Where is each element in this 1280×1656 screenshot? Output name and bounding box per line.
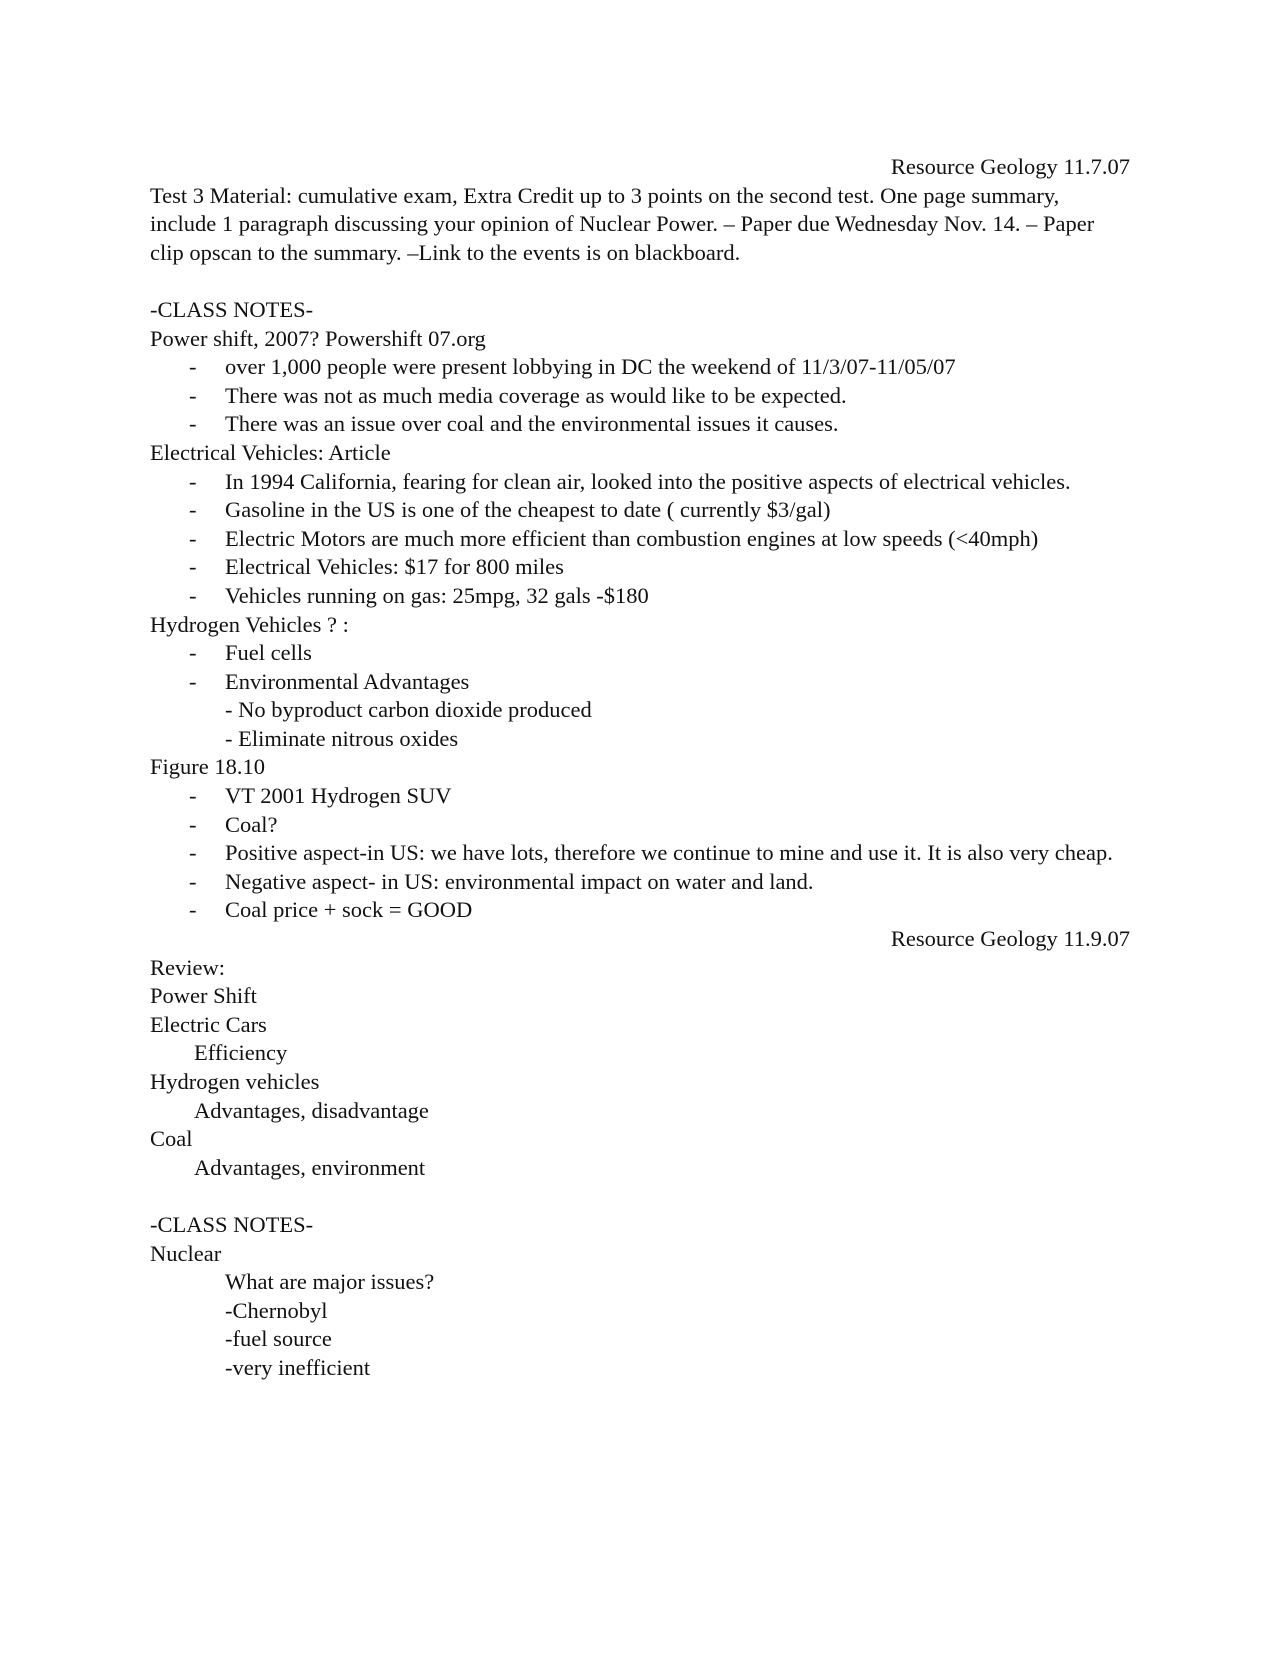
review-item: Hydrogen vehicles	[150, 1069, 320, 1094]
list-item	[150, 553, 1130, 582]
review-subitem: Efficiency	[194, 1040, 288, 1066]
nuclear-item: What are major issues?	[225, 1269, 435, 1295]
list-item-text: Coal price + sock = GOOD	[225, 897, 473, 923]
document-page	[150, 153, 1130, 1383]
sub-item: - No byproduct carbon dioxide produced	[225, 697, 592, 723]
section-header-11-7-07: Resource Geology 11.7.07	[890, 154, 1130, 179]
review-label: Review:	[150, 954, 225, 980]
list-item	[150, 410, 1130, 439]
list-item-text: Positive aspect-in US: we have lots, therefore we continue to mine and use it. It is also very cheap.	[225, 840, 1113, 866]
list-item-text: Gasoline in the US is one of the cheapest to date ( currently $3/gal)	[225, 497, 831, 523]
bullet-dash: -	[189, 468, 197, 494]
list-item-text: Coal?	[225, 811, 278, 837]
review-item: Coal	[150, 1126, 193, 1152]
nuclear-item: -very inefficient	[225, 1354, 371, 1380]
review-subitem: Advantages, disadvantage	[194, 1097, 429, 1123]
bullet-dash: -	[189, 382, 197, 408]
list-item	[150, 382, 1130, 411]
list-item	[150, 525, 1130, 554]
class-notes-label: -CLASS NOTES-	[150, 1211, 314, 1237]
list-item-text: There was an issue over coal and the environmental issues it causes.	[225, 411, 839, 437]
list-item	[150, 639, 1130, 668]
bullet-dash: -	[189, 640, 197, 666]
class-notes-label: -CLASS NOTES-	[150, 296, 314, 322]
review-subitem: Advantages, environment	[194, 1154, 426, 1180]
nuclear-item: -Chernobyl	[225, 1297, 328, 1323]
list-item-text: Electric Motors are much more efficient than combustion engines at low speeds (<40mph)	[225, 525, 1039, 551]
sub-item: - Eliminate nitrous oxides	[225, 725, 459, 751]
list-item-text: Electrical Vehicles: $17 for 800 miles	[225, 554, 564, 580]
list-item	[150, 582, 1130, 611]
list-item-text: Negative aspect- in US: environmental impact on water and land.	[225, 868, 814, 894]
section-header-11-9-07: Resource Geology 11.9.07	[890, 926, 1130, 952]
list-item	[150, 496, 1130, 525]
blank-line	[150, 267, 1130, 296]
list-item	[150, 782, 1130, 811]
figure-heading: Figure 18.10	[150, 754, 265, 780]
list-item	[150, 668, 1130, 697]
bullet-dash: -	[189, 897, 197, 923]
list-item-text: Environmental Advantages	[225, 668, 470, 694]
bullet-dash: -	[189, 582, 197, 608]
bullet-dash: -	[189, 497, 197, 523]
test-3-announcement: Test 3 Material: cumulative exam, Extra Credit up to 3 points on the second test. One page summary, include 1 paragraph discussing your opinion of Nuclear Power. – Paper due Wednesday Nov. 14. – Paper clip opscan to the summary. –Link to the events is on blackboard.	[150, 182, 1100, 265]
list-item-text: In 1994 California, fearing for clean air, looked into the positive aspects of electrical vehicles.	[225, 468, 1071, 494]
bullet-dash: -	[189, 411, 197, 437]
list-item-text: VT 2001 Hydrogen SUV	[225, 783, 452, 809]
list-item	[150, 896, 1130, 925]
bullet-dash: -	[189, 783, 197, 809]
bullet-dash: -	[189, 668, 197, 694]
review-item: Electric Cars	[150, 1011, 267, 1037]
bullet-dash: -	[189, 811, 197, 837]
power-shift-heading: Power shift, 2007? Powershift 07.org	[150, 325, 486, 351]
bullet-dash: -	[189, 840, 197, 866]
bullet-dash: -	[189, 525, 197, 551]
nuclear-heading: Nuclear	[150, 1240, 222, 1266]
review-item: Power Shift	[150, 983, 257, 1009]
nuclear-item: -fuel source	[225, 1326, 332, 1352]
blank-line	[150, 1182, 1130, 1211]
list-item-text: There was not as much media coverage as would like to be expected.	[225, 382, 847, 408]
list-item	[150, 868, 1130, 897]
bullet-dash: -	[189, 868, 197, 894]
list-item	[150, 468, 1130, 497]
list-item	[150, 353, 1130, 382]
list-item-text: Fuel cells	[225, 640, 312, 666]
list-item-text: over 1,000 people were present lobbying in DC the weekend of 11/3/07-11/05/07	[225, 354, 956, 380]
list-item	[150, 811, 1130, 840]
bullet-dash: -	[189, 554, 197, 580]
electrical-vehicles-heading: Electrical Vehicles: Article	[150, 439, 391, 465]
hydrogen-vehicles-heading: Hydrogen Vehicles ? :	[150, 611, 349, 637]
list-item-text: Vehicles running on gas: 25mpg, 32 gals -$180	[225, 582, 649, 608]
bullet-dash: -	[189, 354, 197, 380]
list-item	[150, 839, 1130, 868]
